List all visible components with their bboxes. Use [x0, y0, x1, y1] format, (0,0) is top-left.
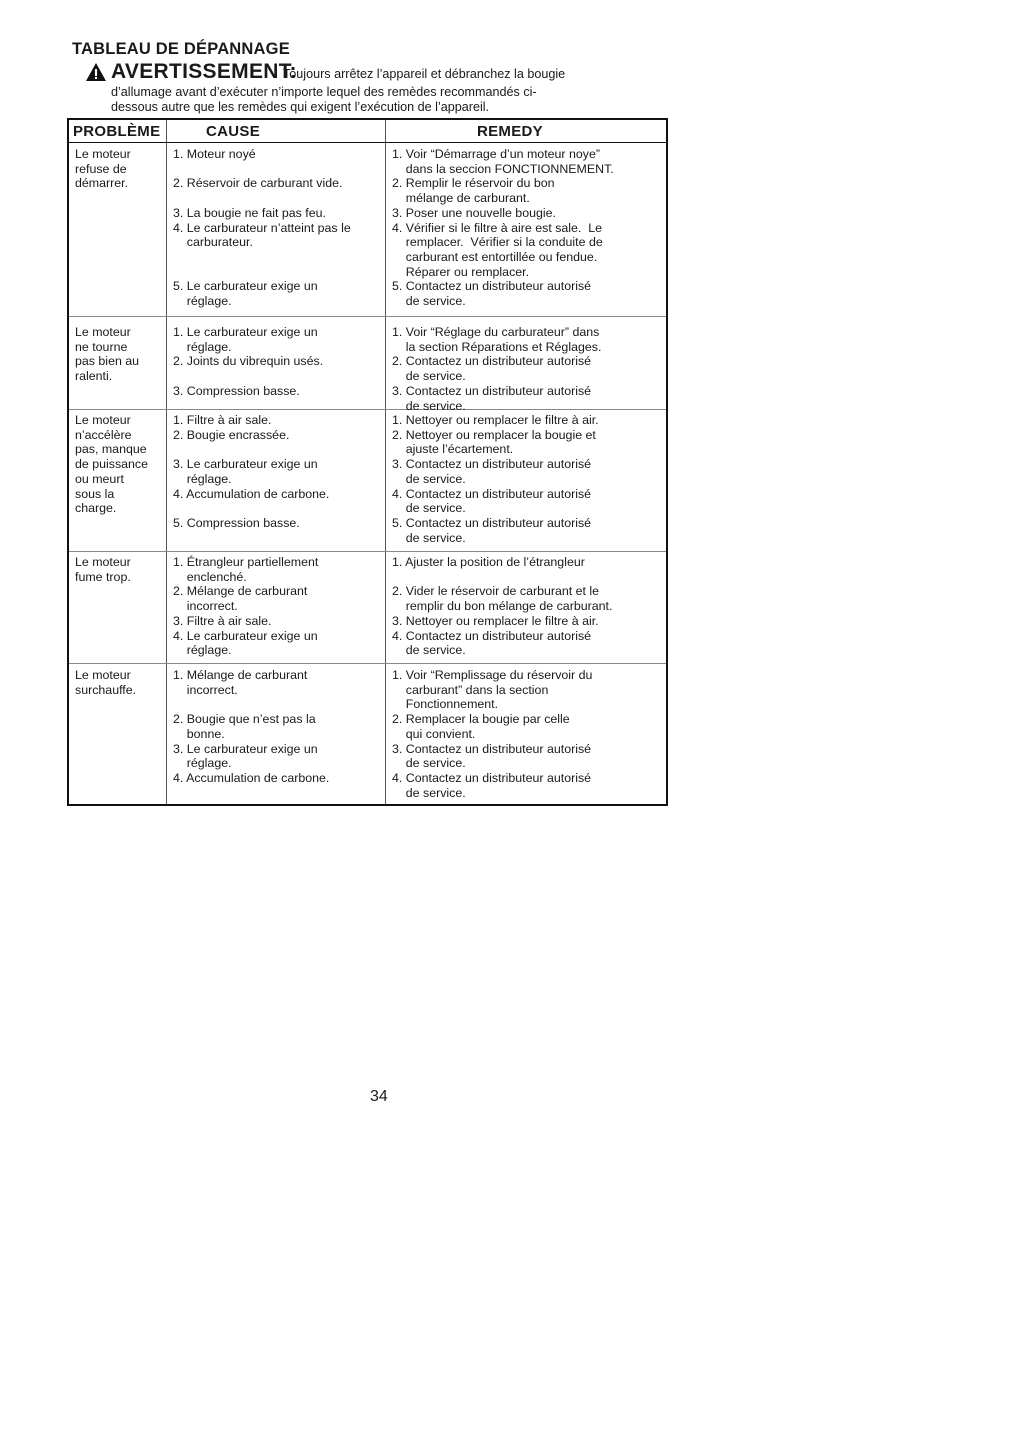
problem-cell-line: démarrer. [75, 176, 129, 191]
problem-cell-line: Le moteur [75, 325, 131, 339]
cause-cell-line: 3. Le carburateur exige un [173, 457, 318, 472]
header-remedy: REMEDY [477, 123, 543, 140]
cause-cell-line: incorrect. [173, 599, 238, 614]
remedy-cell-line: de service. [392, 294, 466, 308]
page-title: TABLEAU DE DÉPANNAGE [72, 40, 290, 58]
problem-cell-line: Le moteur [75, 555, 131, 569]
warning-text-line-1: Toujours arrêtez l’appareil et débranchez la bougie [283, 67, 566, 81]
problem-cell-line: refuse de [75, 161, 127, 176]
cause-cell-line: 1. Étrangleur partiellement [173, 555, 319, 569]
problem-cell-line: fume trop. [75, 569, 131, 584]
remedy-cell-line: 1. Ajuster la position de l’étrangleur [392, 555, 585, 569]
cause-cell-line: 4. Le carburateur exige un [173, 628, 318, 643]
remedy-cell-line: dans la seccion FONCTIONNEMENT. [392, 161, 614, 176]
header-cause: CAUSE [206, 123, 261, 140]
problem-cell-line: ralenti. [75, 369, 113, 384]
remedy-cell-line: 1. Voir “Réglage du carburateur” dans [392, 325, 600, 339]
cause-cell-line: réglage. [173, 339, 232, 354]
warning-text-line-3: dessous autre que les remèdes qui exigent l’exécution de l’appareil. [111, 100, 490, 114]
remedy-cell-line: 3. Contactez un distributeur autorisé [392, 741, 592, 756]
problem-cell-line: pas, manque [75, 442, 147, 457]
cause-cell-line: 1. Le carburateur exige un [173, 325, 318, 339]
remedy-cell-line: de service. [392, 398, 466, 413]
cause-cell-line: enclenché. [173, 569, 247, 584]
cause-cell-line: réglage. [173, 756, 232, 771]
remedy-cell-line: 3. Contactez un distributeur autorisé [392, 457, 592, 472]
cause-cell-line: 4. Accumulation de carbone. [173, 770, 330, 785]
cause-cell-line: 2. Réservoir de carburant vide. [173, 176, 343, 191]
problem-cell-line: surchauffe. [75, 682, 137, 697]
remedy-cell-line: 3. Contactez un distributeur autorisé [392, 383, 592, 398]
remedy-cell-line: mélange de carburant. [392, 191, 530, 206]
remedy-cell-line: remplacer. Vérifier si la conduite de [392, 235, 603, 250]
page-number: 34 [370, 1088, 388, 1105]
remedy-cell-line: ajuste l’écartement. [392, 442, 514, 457]
remedy-cell-line: de service. [392, 369, 466, 384]
problem-cell-line: Le moteur [75, 147, 131, 161]
troubleshooting-table [67, 118, 668, 806]
remedy-cell-line: de service. [392, 530, 466, 545]
remedy-cell-line: remplir du bon mélange de carburant. [392, 599, 613, 614]
cause-cell-line: incorrect. [173, 682, 238, 697]
cause-cell-line: 4. Accumulation de carbone. [173, 486, 330, 501]
problem-cell-line: ne tourne [75, 339, 128, 354]
cause-cell-line: 2. Bougie encrassée. [173, 427, 290, 442]
cause-cell-line: réglage. [173, 294, 232, 308]
remedy-cell-line: 5. Contactez un distributeur autorisé [392, 515, 592, 530]
warning-text-line-2: d’allumage avant d’exécuter n’importe lequel des remèdes recommandés ci- [111, 85, 537, 99]
remedy-cell-line: 2. Vider le réservoir de carburant et le [392, 584, 600, 599]
cause-cell-line: 4. Le carburateur n’atteint pas le [173, 220, 351, 235]
column-divider [385, 120, 386, 804]
problem-cell-line: n’accélère [75, 427, 132, 442]
cause-cell-line: 3. Le carburateur exige un [173, 741, 318, 756]
remedy-cell-line: 1. Voir “Remplissage du réservoir du [392, 668, 593, 682]
cause-cell-line: carburateur. [173, 235, 253, 250]
problem-cell-line: sous la [75, 486, 115, 501]
cause-cell-line: réglage. [173, 471, 232, 486]
cause-cell-line: 5. Le carburateur exige un [173, 279, 318, 294]
problem-cell-line: charge. [75, 501, 117, 516]
row-divider [69, 409, 666, 410]
problem-cell-line: Le moteur [75, 668, 131, 682]
cause-cell-line: réglage. [173, 643, 232, 658]
remedy-cell-line: carburant” dans la section [392, 682, 549, 697]
remedy-cell-line: Réparer ou remplacer. [392, 264, 530, 279]
column-divider [166, 120, 167, 804]
remedy-cell-line: carburant est entortillée ou fendue. [392, 249, 598, 264]
remedy-cell-line: 2. Remplacer la bougie par celle [392, 712, 570, 727]
remedy-cell-line: 2. Contactez un distributeur autorisé [392, 354, 592, 369]
remedy-cell-line: la section Réparations et Réglages. [392, 339, 602, 354]
remedy-cell-line: 5. Contactez un distributeur autorisé [392, 279, 592, 294]
cause-cell-line: 3. La bougie ne fait pas feu. [173, 205, 326, 220]
cause-cell-line: 3. Filtre à air sale. [173, 613, 272, 628]
warning-triangle-icon [85, 62, 107, 82]
remedy-cell-line: 4. Contactez un distributeur autorisé [392, 770, 592, 785]
cause-cell-line: 2. Mélange de carburant [173, 584, 308, 599]
remedy-cell-line: 4. Contactez un distributeur autorisé [392, 628, 592, 643]
remedy-cell-line: 3. Poser une nouvelle bougie. [392, 205, 556, 220]
problem-cell-line: ou meurt [75, 471, 124, 486]
remedy-cell-line: 2. Nettoyer ou remplacer la bougie et [392, 427, 596, 442]
remedy-cell-line: de service. [392, 643, 466, 658]
remedy-cell-line: 3. Nettoyer ou remplacer le filtre à air. [392, 613, 599, 628]
row-divider [69, 551, 666, 552]
cause-cell-line: 1. Filtre à air sale. [173, 413, 272, 427]
remedy-cell-line: Fonctionnement. [392, 697, 499, 712]
cause-cell-line: 1. Moteur noyé [173, 147, 256, 161]
remedy-cell-line: qui convient. [392, 726, 476, 741]
warning-label: AVERTISSEMENT: [111, 60, 297, 83]
remedy-cell-line: 2. Remplir le réservoir du bon [392, 176, 555, 191]
cause-cell-line: 2. Bougie que n’est pas la [173, 712, 316, 727]
problem-cell-line: de puissance [75, 457, 149, 472]
row-divider [69, 663, 666, 664]
header-problem: PROBLÈME [73, 123, 161, 140]
remedy-cell-line: 1. Voir “Démarrage d’un moteur noye” [392, 147, 600, 161]
remedy-cell-line: de service. [392, 756, 466, 771]
problem-cell-line: pas bien au [75, 354, 140, 369]
remedy-cell-line: de service. [392, 501, 466, 516]
row-divider [69, 316, 666, 317]
remedy-cell-line: de service. [392, 471, 466, 486]
remedy-cell-line: 4. Contactez un distributeur autorisé [392, 486, 592, 501]
remedy-cell-line: de service. [392, 785, 466, 800]
cause-cell-line: 2. Joints du vibrequin usés. [173, 354, 324, 369]
cause-cell-line: 5. Compression basse. [173, 515, 300, 530]
remedy-cell-line: 4. Vérifier si le filtre à aire est sale. Le [392, 220, 603, 235]
problem-cell-line: Le moteur [75, 413, 131, 427]
cause-cell-line: 3. Compression basse. [173, 383, 300, 398]
cause-cell-line: bonne. [173, 726, 225, 741]
cause-cell-line: 1. Mélange de carburant [173, 668, 308, 682]
header-divider [69, 142, 666, 143]
remedy-cell-line: 1. Nettoyer ou remplacer le filtre à air. [392, 413, 599, 427]
